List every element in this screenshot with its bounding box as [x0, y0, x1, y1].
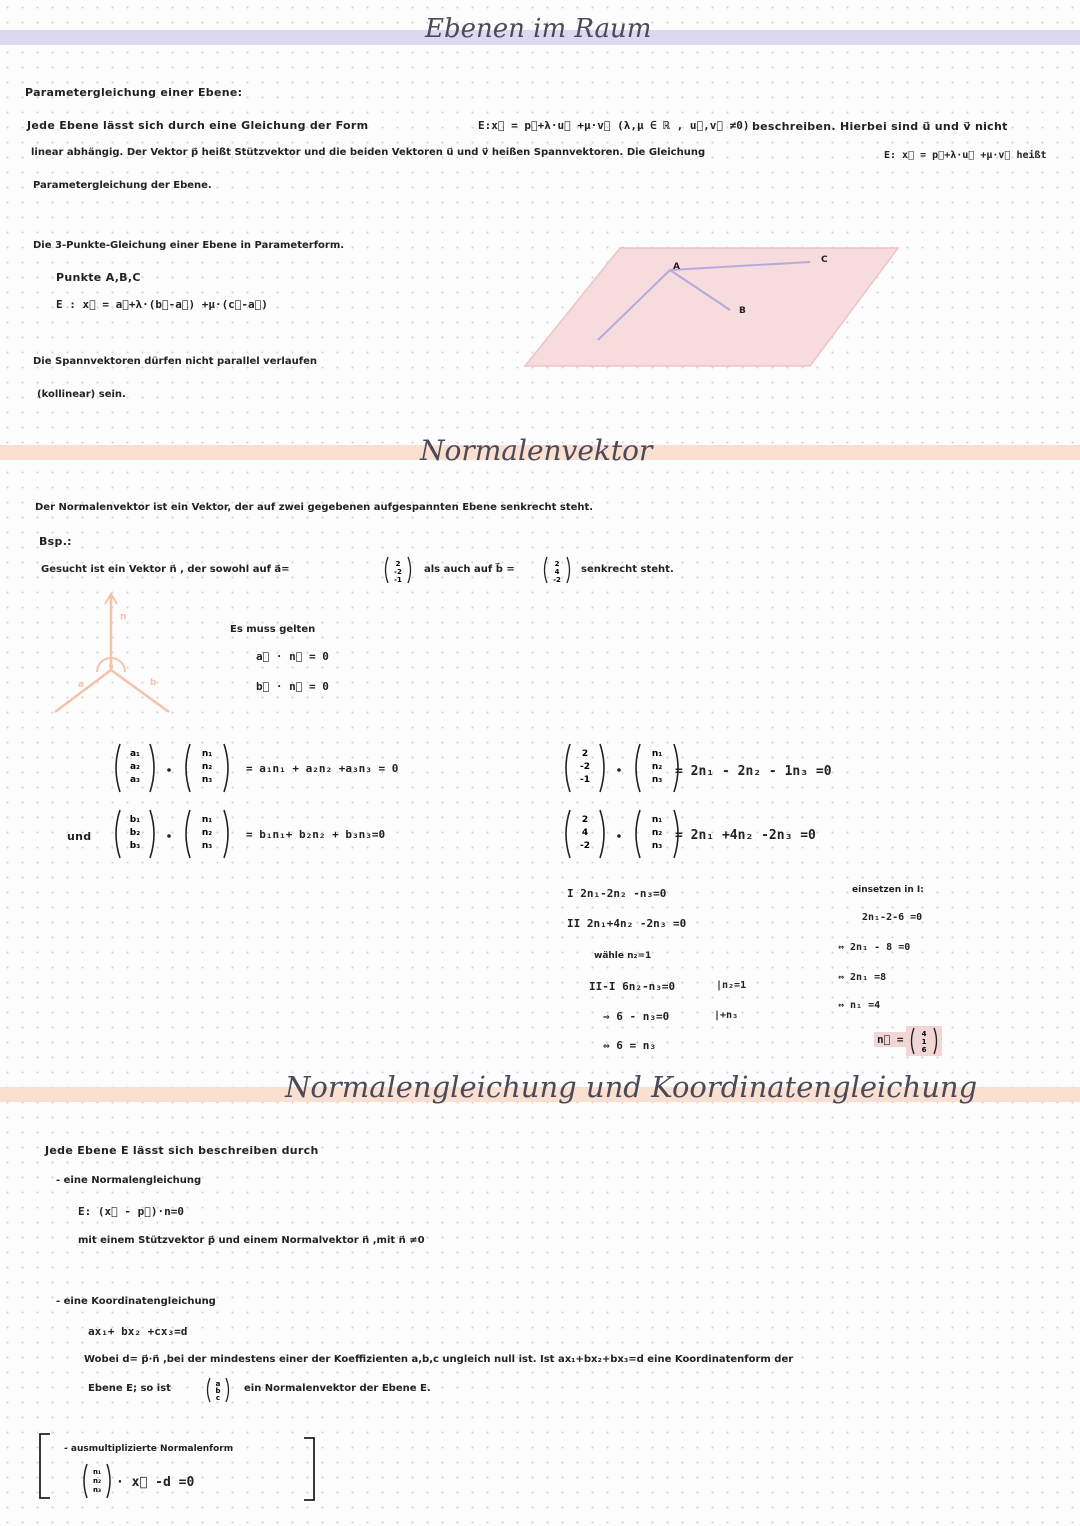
subtract-step: II-I 6n₂-n₃=0 — [589, 980, 676, 993]
dreipunkt-equation: E : x⃗ = a⃗+λ·(b⃗-a⃗) +μ·(c⃗-a⃗) — [56, 298, 268, 311]
gen-b-2: b₂ — [129, 828, 141, 838]
vec-b-bracket — [541, 554, 573, 586]
spec-a-1: 2 — [581, 749, 589, 759]
choose-n2: wähle n₂=1 — [594, 951, 652, 961]
spec-a-3: -1 — [580, 775, 590, 785]
ausmultipliziert-title: - ausmultiplizierte Normalenform — [64, 1444, 234, 1454]
solve-step-1-note: |+n₃ — [714, 1010, 739, 1021]
einsetzen-title: einsetzen in I: — [852, 885, 924, 895]
gen-a-2: a₂ — [129, 762, 141, 772]
es-muss-gelten: Es muss gelten — [230, 624, 316, 635]
spec-n2-2: n₂ — [651, 828, 663, 838]
gen-n2-3: n₃ — [201, 841, 213, 851]
subtract-step-note: |n₂=1 — [716, 980, 747, 991]
spec-b-3: -2 — [580, 841, 590, 851]
spec-a-2: -2 — [580, 762, 590, 772]
result-vec-2: 1 — [921, 1038, 927, 1046]
general-equation-2: = b₁n₁+ b₂n₂ + b₃n₃=0 — [246, 828, 386, 841]
section3-intro: Jede Ebene E lässt sich beschreiben durch — [45, 1144, 319, 1157]
spec-n1-1: n₁ — [651, 749, 663, 759]
gen-n1-2: n₂ — [201, 762, 213, 772]
spec-b-2: 4 — [581, 828, 589, 838]
heading-parametergleichung: Parametergleichung einer Ebene: — [25, 86, 243, 99]
formula-parameter: E:x⃗ = p⃗+λ·u⃗ +μ·v⃗ (λ,μ ∈ ℝ , u⃗,v⃗ ≠0) — [478, 119, 750, 132]
gen-n2-2: n₂ — [201, 828, 213, 838]
einsetzen-3: ⇔ 2n₁ =8 — [838, 972, 887, 983]
warning-line-1: Die Spannvektoren dürfen nicht parallel verlaufen — [33, 356, 317, 367]
einsetzen-2: ⇔ 2n₁ - 8 =0 — [838, 942, 911, 953]
result-vec-3: 6 — [921, 1046, 927, 1054]
result-vec-1: 4 — [921, 1030, 927, 1038]
vec-b-3: -2 — [553, 576, 561, 584]
formula-parameter-2: E: x⃗ = p⃗+λ·u⃗ +μ·v⃗ heißt — [884, 150, 1047, 161]
general-dot-products — [112, 742, 242, 862]
spec-n2-1: n₁ — [651, 815, 663, 825]
wobei-line-2b: ein Normalenvektor der Ebene E. — [244, 1383, 431, 1394]
specific-equation-2: = 2n₁ +4n₂ -2n₃ =0 — [675, 828, 816, 843]
gesucht-b: als auch auf b⃗ = — [424, 564, 515, 575]
abc-2: b — [215, 1387, 221, 1395]
wobei-line-2a: Ebene E; so ist — [88, 1383, 171, 1394]
gesucht-a: Gesucht ist ein Vektor n⃗ , der sowohl auf a⃗= — [41, 564, 290, 575]
gen-a-3: a₃ — [129, 775, 141, 785]
gen-b-3: b₃ — [129, 841, 141, 851]
bullet-normalengleichung: - eine Normalengleichung — [56, 1175, 202, 1186]
spec-n1-2: n₂ — [651, 762, 663, 772]
system-eq-2: II 2n₁+4n₂ -2n₃ =0 — [567, 917, 687, 930]
point-c-label: C — [821, 255, 828, 265]
normalenvektor-definition: Der Normalenvektor ist ein Vektor, der auf zwei gegebenen aufgespannten Ebene senkrecht steht. — [35, 502, 594, 513]
ausm-n-3: n₃ — [92, 1486, 102, 1494]
dreipunkt-points: Punkte A,B,C — [56, 271, 141, 284]
title-normalengleichung: Normalengleichung und Koordinatengleichung — [285, 1070, 978, 1104]
text-line-1c: beschreiben. Hierbei sind u⃗ und v⃗ nicht — [752, 120, 1008, 133]
vec-a-1: 2 — [395, 560, 401, 568]
ausm-n-2: n₂ — [92, 1477, 102, 1485]
vec-b-2: 4 — [554, 568, 560, 576]
gen-n2-1: n₁ — [201, 815, 213, 825]
fig-n-label: n — [120, 612, 127, 622]
normalengleichung-eq: E: (x⃗ - p⃗)·n=0 — [78, 1205, 184, 1218]
vec-a-2: -2 — [394, 568, 402, 576]
result-vector — [906, 1026, 942, 1056]
ausmultipliziert-eq: · x⃗ -d =0 — [116, 1475, 195, 1490]
point-a-label: A — [673, 262, 680, 272]
plane-figure — [520, 240, 900, 370]
title-ebenen-im-raum: Ebenen im Raum — [425, 14, 652, 44]
gen-n1-3: n₃ — [201, 775, 213, 785]
und-label: und — [67, 830, 92, 843]
text-line-2a: linear abhängig. Der Vektor p⃗ heißt Stützvektor und die beiden Vektoren u⃗ und v⃗ heißen Spannvektoren. Die Gleichung — [31, 147, 706, 158]
condition-1: a⃗ · n⃗ = 0 — [256, 650, 329, 663]
general-equation-1: = a₁n₁ + a₂n₂ +a₃n₃ = 0 — [246, 762, 399, 775]
spec-b-1: 2 — [581, 815, 589, 825]
bullet-koordinatengleichung: - eine Koordinatengleichung — [56, 1296, 216, 1307]
gesucht-c: senkrecht steht. — [581, 564, 674, 575]
vec-a-3: -1 — [394, 576, 402, 584]
result-label: n⃗ = — [874, 1032, 907, 1047]
normalengleichung-desc: mit einem Stützvektor p⃗ und einem Normalvektor n⃗ ,mit n⃗ ≠0 — [78, 1235, 425, 1246]
abc-3: c — [215, 1394, 221, 1402]
dreipunkt-title: Die 3-Punkte-Gleichung einer Ebene in Parameterform. — [33, 240, 345, 251]
specific-equation-1: = 2n₁ - 2n₂ - 1n₃ =0 — [675, 764, 832, 779]
ausm-n-1: n₁ — [92, 1468, 102, 1476]
gen-n1-1: n₁ — [201, 749, 213, 759]
solve-step-1: ⇒ 6 - n₃=0 — [603, 1010, 670, 1023]
normal-figure — [45, 588, 175, 718]
spec-n2-3: n₃ — [651, 841, 663, 851]
spec-n1-3: n₃ — [651, 775, 663, 785]
einsetzen-4: ⇔ n₁ =4 — [838, 1000, 881, 1011]
wobei-line-1: Wobei d= p⃗·n⃗ ,bei der mindestens einer der Koeffizienten a,b,c ungleich null ist. Ist ax₁+bx₂+bx₃=d eine Koordinatenform der — [84, 1354, 794, 1365]
gen-b-1: b₁ — [129, 815, 141, 825]
point-b-label: B — [739, 306, 746, 316]
warning-line-2: (kollinear) sein. — [37, 389, 126, 400]
koordinatengleichung-eq: ax₁+ bx₂ +cx₃=d — [88, 1325, 188, 1338]
abc-vector — [204, 1376, 232, 1404]
fig-b-label: b — [150, 678, 157, 688]
plane-shape — [525, 248, 898, 366]
text-line-3: Parametergleichung der Ebene. — [33, 180, 212, 191]
text-line-1a: Jede Ebene lässt sich durch eine Gleichung der Form — [27, 119, 369, 132]
vec-a-bracket — [382, 554, 414, 586]
solve-step-2: ⇔ 6 = n₃ — [603, 1039, 656, 1052]
condition-2: b⃗ · n⃗ = 0 — [256, 680, 329, 693]
gen-a-1: a₁ — [129, 749, 141, 759]
fig-a-label: a — [78, 680, 85, 690]
abc-1: a — [215, 1380, 221, 1388]
einsetzen-1: 2n₁-2-6 =0 — [862, 912, 923, 923]
title-normalenvektor: Normalenvektor — [420, 434, 653, 467]
ausm-n-vector — [80, 1462, 114, 1500]
vec-b-1: 2 — [554, 560, 560, 568]
system-eq-1: I 2n₁-2n₂ -n₃=0 — [567, 887, 667, 900]
specific-dot-products — [562, 742, 692, 862]
ausmultipliziert-bracket — [36, 1432, 321, 1504]
bsp-label: Bsp.: — [39, 535, 72, 548]
